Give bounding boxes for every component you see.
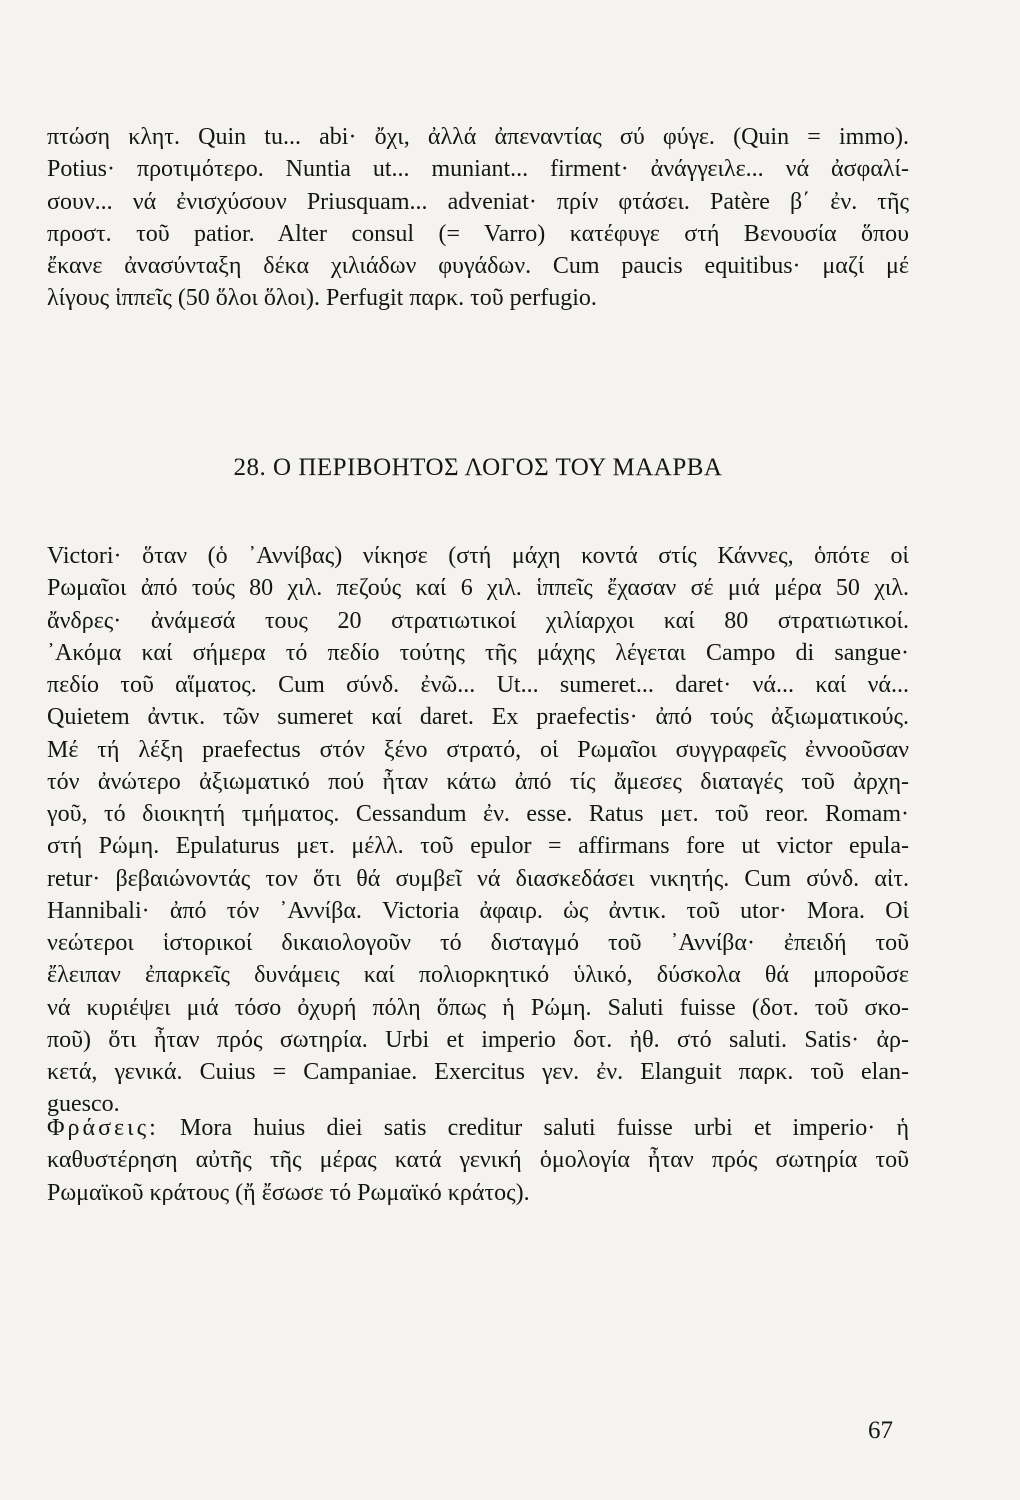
section-heading: 28. Ο ΠΕΡΙΒΟΗΤΟΣ ΛΟΓΟΣ ΤΟΥ ΜΑΑΡΒΑ [233, 454, 723, 481]
text-line: καθυστέρηση αὐτῆς τῆς μέρας κατά γενική ὁμολογία ἦταν πρός σωτηρία τοῦ [47, 1147, 909, 1174]
text-line: ποῦ) ὅτι ἦταν πρός σωτηρία. Urbi et imperio δοτ. ἠθ. στό saluti. Satis· ἀρ- [47, 1026, 909, 1053]
text-line: Quietem ἀντικ. τῶν sumeret καί daret. Ex praefectis· ἀπό τούς ἀξιωματικούς. [47, 704, 909, 731]
text-line: retur· βεβαιώνοντάς τον ὅτι θά συμβεῖ νά διασκεδάσει νικητής. Cum σύνδ. αἰτ. [47, 865, 909, 892]
text-line: νά κυριέψει μιά τόσο ὀχυρή πόλη ὅπως ἡ Ρώμη. Saluti fuisse (δοτ. τοῦ σκο- [47, 994, 909, 1021]
text-line [47, 1112, 909, 1144]
text-line: ᾿Ακόμα καί σήμερα τό πεδίο τούτης τῆς μάχης λέγεται Campo di sangue· [47, 639, 909, 666]
text-line: σουν... νά ἐνισχύσουν Priusquam... adveniat· πρίν φτάσει. Patère β΄ ἐν. τῆς [47, 188, 909, 215]
commentary-paragraph-2 [47, 540, 909, 1121]
text-line: στή Ρώμη. Epulaturus μετ. μέλλ. τοῦ epulor = affirmans fore ut victor epula- [47, 833, 909, 860]
text-line: πεδίο τοῦ αἵματος. Cum σύνδ. ἐνῶ... Ut... sumeret... daret· νά... καί νά... [47, 672, 909, 698]
text-line: νεώτεροι ἱστορικοί δικαιολογοῦν τό δισταγμό τοῦ ᾿Αννίβα· ἐπειδή τοῦ [47, 930, 909, 956]
text-line: guesco. [47, 1091, 120, 1118]
text-line: Potius· προτιμότερο. Nuntia ut... muniant... firment· ἀνάγγειλε... νά ἀσφαλί- [47, 156, 909, 183]
page-number: 67 [868, 1417, 893, 1444]
text-line: ἔλειπαν ἐπαρκεῖς δυνάμεις καί πολιορκητικό ὑλικό, δύσκολα θά μποροῦσε [47, 962, 909, 989]
text-line: Victori· ὅταν (ὁ ᾿Αννίβας) νίκησε (στή μάχη κοντά στίς Κάννες, ὁπότε οἱ [47, 543, 909, 569]
text-line: Ρωμαῖοι ἀπό τούς 80 χιλ. πεζούς καί 6 χιλ. ἱππεῖς ἔχασαν σέ μιά μέρα 50 χιλ. [47, 575, 909, 602]
phrases-label: Φράσεις: [47, 1115, 159, 1141]
text-line: ἄνδρες· ἀνάμεσά τους 20 στρατιωτικοί χιλίαρχοι καί 80 στρατιωτικοί. [47, 607, 909, 634]
text-line: προστ. τοῦ patior. Alter consul (= Varro) κατέφυγε στή Βενουσία ὅπου [47, 220, 909, 247]
text-line: ἔκανε ἀνασύνταξη δέκα χιλιάδων φυγάδων. Cum paucis equitibus· μαζί μέ [47, 253, 909, 279]
text-line: Μέ τή λέξη praefectus στόν ξένο στρατό, οἱ Ρωμαῖοι συγγραφεῖς ἐννοοῦσαν [47, 736, 909, 763]
phrases-paragraph [47, 1112, 909, 1209]
text-line: κετά, γενικά. Cuius = Campaniae. Exercitus γεν. ἐν. Elanguit παρκ. τοῦ elan- [47, 1059, 909, 1085]
text-line: τόν ἀνώτερο ἀξιωματικό πού ἦταν κάτω ἀπό τίς ἄμεσες διαταγές τοῦ ἀρχη- [47, 768, 909, 795]
text-line: πτώση κλητ. Quin tu... abi· ὄχι, ἀλλά ἀπεναντίας σύ φύγε. (Quin = immo). [47, 124, 909, 150]
text-line: γοῦ, τό διοικητή τμήματος. Cessandum ἐν. esse. Ratus μετ. τοῦ reor. Romam· [47, 801, 909, 827]
text-line: Ρωμαϊκοῦ κράτους (ἤ ἔσωσε τό Ρωμαϊκό κράτος). [47, 1179, 530, 1206]
text-line: λίγους ἱππεῖς (50 ὅλοι ὅλοι). Perfugit παρκ. τοῦ perfugio. [47, 285, 597, 312]
phrases-first-line: Mora huius diei satis creditur saluti fuisse urbi et imperio· ἡ [158, 1115, 909, 1141]
commentary-paragraph-1 [47, 121, 909, 315]
text-line: Hannibali· ἀπό τόν ᾿Αννίβα. Victoria ἀφαιρ. ὡς ἀντικ. τοῦ utor· Mora. Οἱ [47, 897, 909, 924]
